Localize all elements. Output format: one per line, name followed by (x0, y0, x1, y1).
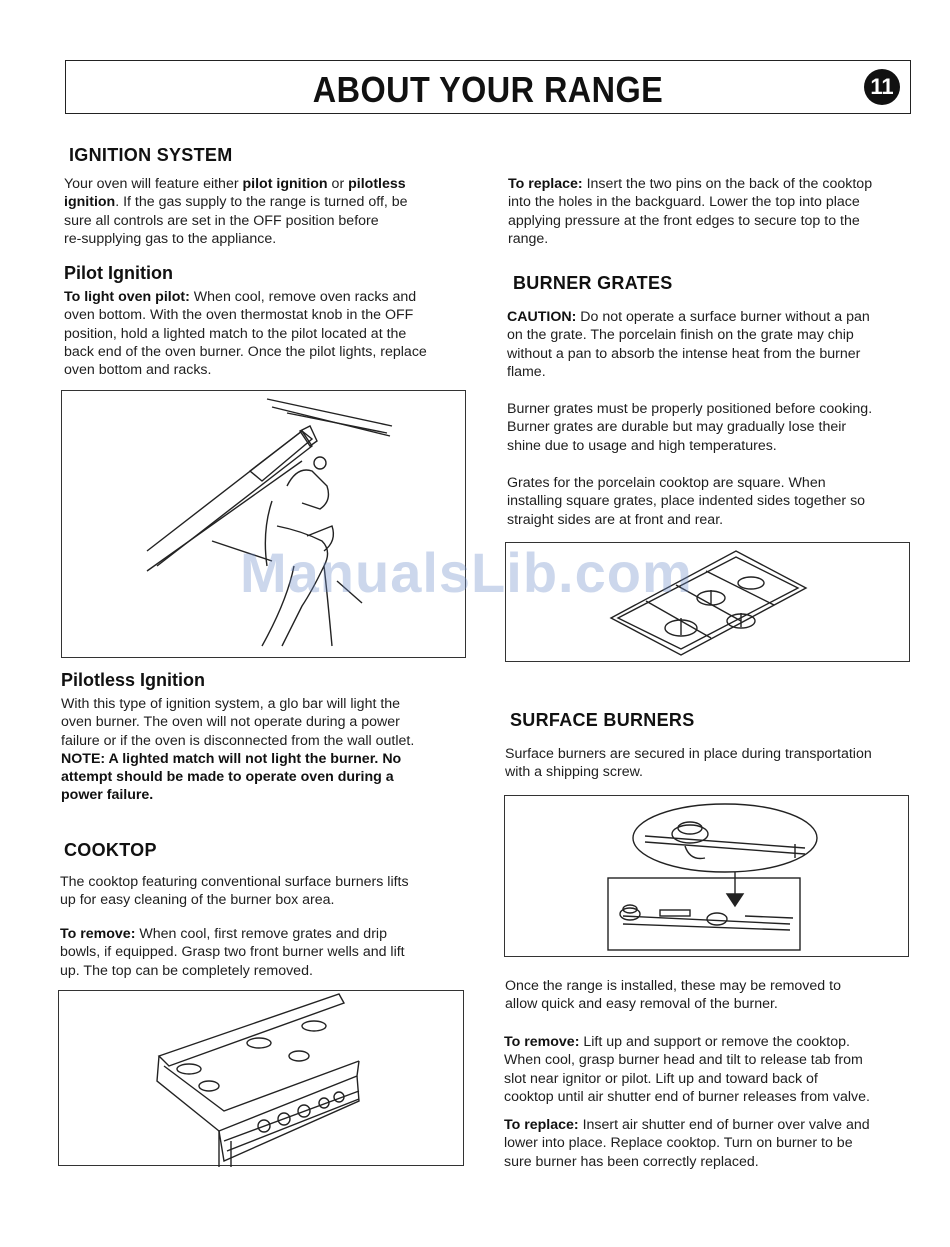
burner-grates-square-text: Grates for the porcelain cooktop are square. When installing square grates, place indented sides together so straight sides are at front and rear. (507, 475, 866, 528)
cooktop-lift-illustration (58, 990, 464, 1166)
burner-replace-text: To replace: Insert air shutter end of burner over valve and lower into place. Replace cooktop. Turn on burner to be sure burner has been correctly replaced. (504, 1117, 870, 1170)
surface-burner-illustration (504, 795, 909, 957)
cooktop-text: The cooktop featuring conventional surface burners lifts up for easy cleaning of the burner box area. (60, 874, 409, 909)
burner-remove-text: To remove: Lift up and support or remove the cooktop. When cool, grasp burner head and tilt to release tab from slot near ignitor or pilot. Lift up and toward back of cooktop until air shutter end of burner releases from valve. (504, 1034, 870, 1105)
burner-grates-caution: CAUTION: Do not operate a surface burner without a pan on the grate. The porcelain finish on the grate may chip without a pan to absorb the intense heat from the burner flame. (507, 309, 870, 380)
watermark: ManualsLib.com (240, 541, 693, 604)
cooktop-replace-text: To replace: Insert the two pins on the back of the cooktop into the holes in the backguard. Lower the top into place applying pressure at the front edges to secure top to the range. (508, 176, 873, 247)
page-title: ABOUT YOUR RANGE (312, 69, 664, 110)
ignition-system-text: Your oven will feature either pilot ignition or pilotless ignition. If the gas supply to the range is turned off, be sure all controls are set in the OFF position before re-supplying gas to the appliance. (64, 176, 408, 247)
pilotless-ignition-text: With this type of ignition system, a glo bar will light the oven burner. The oven will not operate during a power failure or if the oven is disconnected from the wall outlet. NOTE: A lighted match will not light the burner. No attempt should be made to operate oven during a power failure. (61, 696, 415, 804)
pilot-ignition-heading: Pilot Ignition (64, 263, 173, 283)
burner-removal-intro: Once the range is installed, these may be removed to allow quick and easy removal of the burner. (505, 978, 841, 1013)
cooktop-heading: COOKTOP (64, 840, 157, 860)
page-number-badge: 11 (864, 69, 900, 105)
surface-burners-text: Surface burners are secured in place during transportation with a shipping screw. (505, 746, 872, 781)
pilot-ignition-text: To light oven pilot: When cool, remove oven racks and oven bottom. With the oven thermostat knob in the OFF position, hold a lighted match to the pilot located at the back end of the oven burner. Once the pilot lights, replace oven bottom and racks. (64, 289, 427, 379)
page-header (65, 60, 911, 114)
surface-burners-heading: SURFACE BURNERS (510, 710, 695, 730)
burner-grates-illustration (505, 542, 910, 662)
cooktop-remove-text: To remove: When cool, first remove grates and drip bowls, if equipped. Grasp two front burner wells and lift up. The top can be completely removed. (60, 926, 405, 979)
burner-grates-text: Burner grates must be properly positioned before cooking. Burner grates are durable but may gradually lose their shine due to usage and high temperatures. (507, 401, 873, 454)
pilotless-ignition-heading: Pilotless Ignition (61, 670, 206, 690)
pilot-lighting-illustration (61, 390, 466, 658)
ignition-system-heading: IGNITION SYSTEM (69, 145, 233, 165)
burner-grates-heading: BURNER GRATES (513, 273, 673, 293)
